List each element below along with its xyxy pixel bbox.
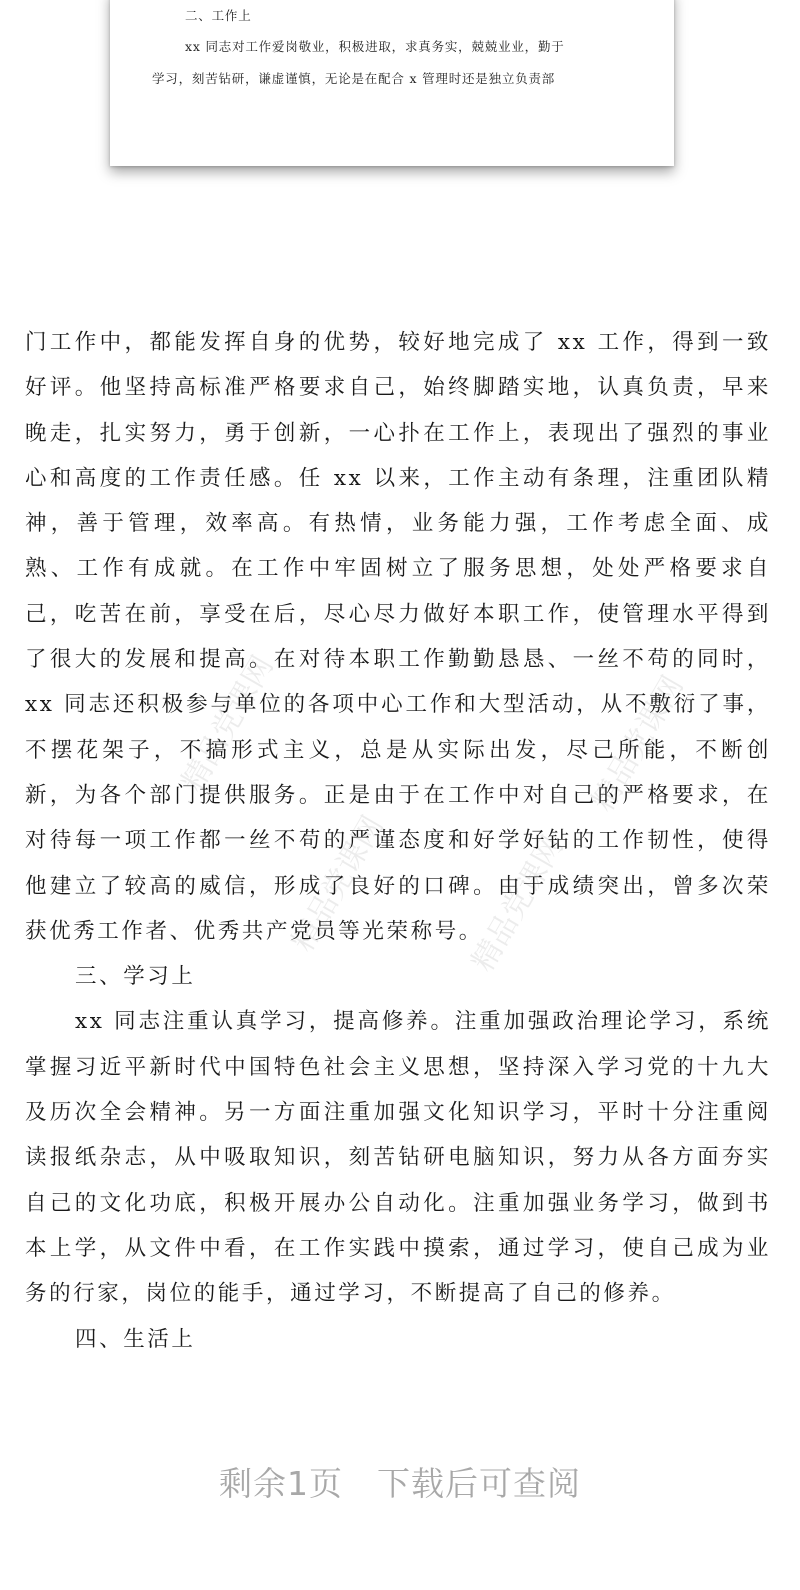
document-body bbox=[25, 320, 771, 1362]
paragraph-work: 门工作中，都能发挥自身的优势，较好地完成了 xx 工作，得到一致好评。他坚持高标准严格要求自己，始终脚踏实地，认真负责，早来晚走，扎实努力，勇于创新，一心扑在工作上，表现出了强烈的事业心和高度的工作责任感。任 xx 以来，工作主动有条理，注重团队精神，善于管理，效率高。有热情，业务能力强，工作考虑全面、成熟、工作有成就。在工作中牢固树立了服务思想，处处严格要求自己，吃苦在前，享受在后，尽心尽力做好本职工作，使管理水平得到了很大的发展和提高。在对待本职工作勤勤恳恳、一丝不苟的同时，xx 同志还积极参与单位的各项中心工作和大型活动，从不敷衍了事，不摆花架子，不搞形式主义，总是从实际出发，尽己所能，不断创新，为各个部门提供服务。正是由于在工作中对自己的严格要求，在对待每一项工作都一丝不苟的严谨态度和好学好钻的工作韧性，使得他建立了较高的威信，形成了良好的口碑。由于成绩突出，曾多次荣获优秀工作者、优秀共产党员等光荣称号。 bbox=[25, 330, 771, 944]
download-to-view-label: 下载后可查阅 bbox=[377, 1464, 581, 1503]
section-heading-study: 三、学习上 bbox=[75, 964, 196, 990]
watermark: 精品党课网 bbox=[585, 670, 691, 818]
watermark: 精品党课网 bbox=[285, 810, 391, 958]
paragraph-study: xx 同志注重认真学习，提高修养。注重加强政治理论学习，系统掌握习近平新时代中国特色社会主义思想，坚持深入学习党的十九大及历次全会精神。另一方面注重加强文化知识学习，平时十分注重阅读报纸杂志，从中吸取知识，刻苦钻研电脑知识，努力从各方面夯实自己的文化功底，积极开展办公自动化。注重加强业务学习，做到书本上学，从文件中看，在工作实践中摸索，通过学习，使自己成为业务的行家，岗位的能手，通过学习，不断提高了自己的修养。 bbox=[25, 1009, 771, 1307]
remaining-pages-banner[interactable] bbox=[0, 1458, 800, 1505]
remaining-pages-label: 剩余1页 bbox=[219, 1464, 343, 1503]
section-heading-life: 四、生活上 bbox=[75, 1326, 196, 1352]
page-preview-card bbox=[110, 0, 674, 166]
preview-heading: 二、工作上 bbox=[185, 8, 252, 23]
preview-line-1: xx 同志对工作爱岗敬业，积极进取，求真务实，兢兢业业，勤于 bbox=[185, 39, 565, 54]
watermark: 精品党课网 bbox=[175, 650, 281, 798]
watermark: 精品党课网 bbox=[465, 830, 571, 978]
preview-line-2: 学习，刻苦钻研，谦虚谨慎，无论是在配合 x 管理时还是独立负责部 bbox=[152, 71, 556, 86]
